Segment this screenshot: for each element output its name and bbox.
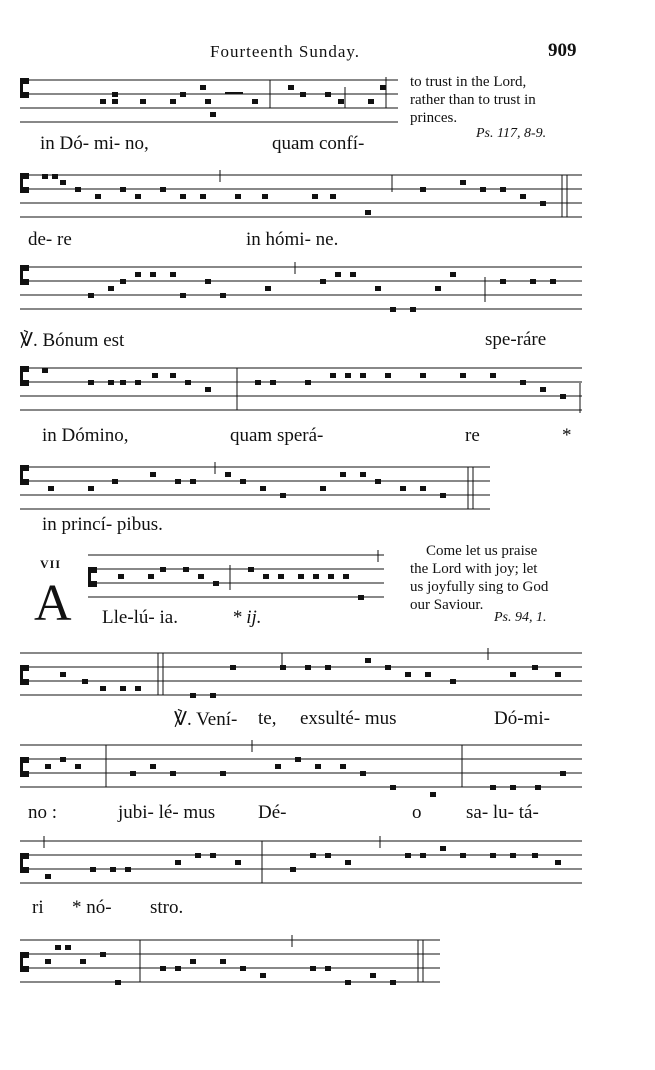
lyric-line-8-c: Dé- xyxy=(258,802,287,823)
translation-2-line-4: our Saviour. xyxy=(410,597,484,613)
chant-staff-5 xyxy=(20,462,585,522)
lyric-line-8-b: jubi- lé- mus xyxy=(118,802,216,823)
lyric-line-4-d: * xyxy=(562,425,572,446)
page-title: Fourteenth Sunday. xyxy=(210,42,361,61)
lyric-line-8-d: o xyxy=(412,802,422,823)
staff-lines xyxy=(20,935,585,995)
chant-staff-8 xyxy=(20,740,585,800)
chant-staff-1 xyxy=(20,75,400,135)
chant-staff-3 xyxy=(20,262,585,322)
mode-label: VII xyxy=(40,557,62,571)
lyric-line-4-a: in Dómino, xyxy=(42,425,129,446)
staff-lines xyxy=(20,648,585,708)
lyric-line-4-b: quam sperá- xyxy=(230,425,324,446)
staff-lines xyxy=(88,550,388,610)
lyric-line-2-b: in hómi- ne. xyxy=(246,229,339,250)
translation-1-line-2: rather than to trust in xyxy=(410,92,536,108)
staff-lines xyxy=(20,836,585,896)
chant-staff-6 xyxy=(88,550,388,610)
chant-staff-9 xyxy=(20,836,585,896)
chant-staff-10 xyxy=(20,935,585,995)
translation-1-citation: Ps. 117, 8-9. xyxy=(476,126,547,141)
lyric-line-3-a: ℣. Bónum est xyxy=(20,330,125,351)
lyric-line-9-a: ri xyxy=(32,897,44,918)
lyric-line-9-b: * nó- xyxy=(72,897,112,918)
lyric-line-1-a: in Dó- mi- no, xyxy=(40,133,149,154)
lyric-line-9-c: stro. xyxy=(150,897,184,918)
staff-lines xyxy=(20,170,585,230)
lyric-line-7-a: ℣. Vení- xyxy=(174,709,238,730)
translation-2-line-2: the Lord with joy; let xyxy=(410,561,538,577)
staff-lines xyxy=(20,75,400,135)
lyric-line-5-a: in princí- pibus. xyxy=(42,514,163,535)
lyric-line-7-d: Dó-mi- xyxy=(494,708,550,729)
staff-lines xyxy=(20,262,585,322)
translation-2-line-3: us joyfully sing to God xyxy=(410,579,549,595)
lyric-line-6-a: Lle-lú- ia. xyxy=(102,607,178,628)
lyric-line-7-c: exsulté- mus xyxy=(300,708,397,729)
staff-lines xyxy=(20,740,585,800)
translation-1-line-1: to trust in the Lord, xyxy=(410,74,527,90)
lyric-line-8-a: no : xyxy=(28,802,58,823)
lyric-line-2-a: de- re xyxy=(28,229,72,250)
chant-staff-2 xyxy=(20,170,585,230)
initial-letter: A xyxy=(34,575,72,632)
lyric-line-7-b: te, xyxy=(258,708,277,729)
chant-staff-7 xyxy=(20,648,585,708)
lyric-line-6-b: * ij. xyxy=(232,607,262,628)
lyric-line-4-c: re xyxy=(465,425,480,446)
lyric-line-3-b: spe-ráre xyxy=(485,329,547,350)
chant-staff-4 xyxy=(20,363,585,423)
page-number: 909 xyxy=(548,40,577,61)
lyric-line-8-e: sa- lu- tá- xyxy=(466,802,539,823)
staff-lines xyxy=(20,462,585,522)
translation-2-citation: Ps. 94, 1. xyxy=(494,610,547,625)
translation-2-line-1: Come let us praise xyxy=(426,543,538,559)
lyric-line-1-b: quam confí- xyxy=(272,133,365,154)
translation-1-line-3: princes. xyxy=(410,110,458,126)
staff-lines xyxy=(20,363,585,423)
